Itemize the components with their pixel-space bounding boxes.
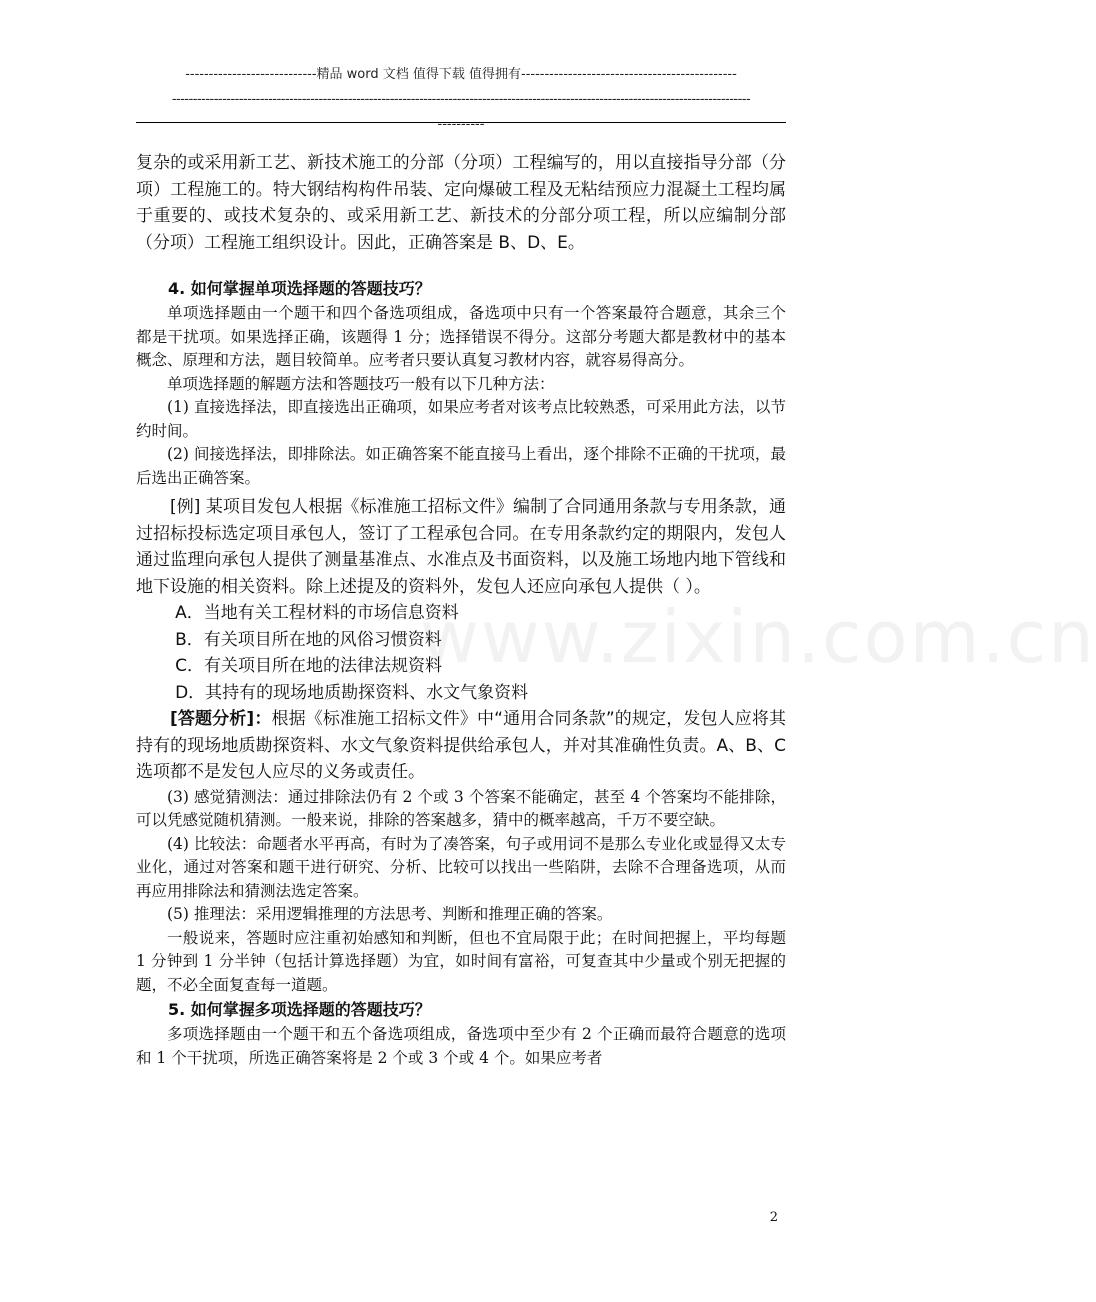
paragraph-method-5: (5) 推理法：采用逻辑推理的方法思考、判断和推理正确的答案。	[167, 905, 613, 923]
paragraph-multi-choice-intro: 多项选择题由一个题干和五个备选项组成，备选项中至少有 2 个正确而最符合题意的选项和 1 个干扰项，所选正确答案将是 2 个或 3 个或 4 个。如果应考者	[136, 1025, 786, 1067]
option-d: D．其持有的现场地质勘探资料、水文气象资料	[175, 682, 529, 703]
paragraph-analysis	[136, 706, 786, 786]
paragraph-method-3: (3) 感觉猜测法：通过排除法仍有 2 个或 3 个答案不能确定，甚至 4 个答案均不能排除，可以凭感觉随机猜测。一般来说，排除的答案越多，猜中的概率越高，千万不要空缺。	[136, 787, 786, 829]
analysis-text: 根据《标准施工招标文件》中“通用合同条款”的规定，发包人应将其持有的现场地质勘探资料、水文气象资料提供给承包人，并对其准确性负责。A、B、C 选项都不是发包人应尽的义务或责任。	[136, 709, 786, 782]
paragraph-single-choice-intro: 单项选择题由一个题干和四个备选项组成，备选项中只有一个答案最符合题意，其余三个都是干扰项。如果选择正确，该题得 1 分；选择错误不得分。这部分考题大都是教材中的基本概念、原理和方法，题目较简单。应考者只要认真复习教材内容，就容易得高分。	[136, 304, 786, 369]
header-line-3: ----------	[437, 117, 485, 132]
paragraph-method-4: (4) 比较法：命题者水平再高，有时为了凑答案，句子或用词不是那么专业化或显得又太专业化，通过对答案和题干进行研究、分析、比较可以找出一些陷阱，去除不合理备选项，从而再应用排除法和猜测法选定答案。	[136, 834, 786, 900]
page-header	[136, 62, 786, 137]
page-body	[136, 150, 786, 1070]
section-heading-4: 4. 如何掌握单项选择题的答题技巧？	[168, 279, 431, 298]
paragraph-general-advice: 一般说来，答题时应注重初始感知和判断，但也不宜局限于此；在时间把握上，平均每题 1 分钟到 1 分半钟（包括计算选择题）为宜，如时间有富裕，可复查其中少量或个别无把握的题，不必全面复查每一道题。	[136, 928, 786, 994]
watermark: www.zixin.com.cn	[420, 595, 1096, 679]
paragraph-continuation: 复杂的或采用新工艺、新技术施工的分部（分项）工程编写的，用以直接指导分部（分项）工程施工的。特大钢结构构件吊装、定向爆破工程及无粘结预应力混凝土工程均属于重要的、或技术复杂的、或采用新工艺、新技术的分部分项工程，所以应编制分部（分项）工程施工组织设计。因此，正确答案是 B、D、E。	[136, 153, 786, 253]
option-a: A．当地有关工程材料的市场信息资料	[175, 603, 459, 623]
paragraph-example: [例] 某项目发包人根据《标准施工招标文件》编制了合同通用条款与专用条款，通过招标投标选定项目承包人，签订了工程承包合同。在专用条款约定的期限内，发包人通过监理向承包人提供了测量基准点、水准点及书面资料，以及施工场地内地下管线和地下设施的相关资料。除上述提及的资料外，发包人还应向承包人提供（ ）。	[136, 497, 786, 597]
option-b: B．有关项目所在地的风俗习惯资料	[175, 629, 442, 650]
header-line-2: ------------------------------------------------------------------------------------------------------------------------------------------	[171, 92, 751, 107]
option-c: C．有关项目所在地的法律法规资料	[175, 656, 442, 676]
section-heading-5: 5. 如何掌握多项选择题的答题技巧？	[168, 1000, 431, 1019]
spacer	[136, 256, 786, 276]
analysis-label: [答题分析]：	[170, 709, 272, 729]
header-line-1: ----------------------------精品 word 文档 值得下载 值得拥有----------------------------------------------	[185, 67, 737, 82]
paragraph-methods-intro: 单项选择题的解题方法和答题技巧一般有以下几种方法：	[167, 374, 555, 393]
page-number: 2	[769, 1210, 778, 1225]
paragraph-method-2: (2) 间接选择法，即排除法。如正确答案不能直接马上看出，逐个排除不正确的干扰项，最后选出正确答案。	[136, 445, 786, 487]
paragraph-method-1: (1) 直接选择法，即直接选出正确项，如果应考者对该考点比较熟悉，可采用此方法，以节约时间。	[136, 398, 786, 440]
header-rule	[136, 122, 786, 123]
